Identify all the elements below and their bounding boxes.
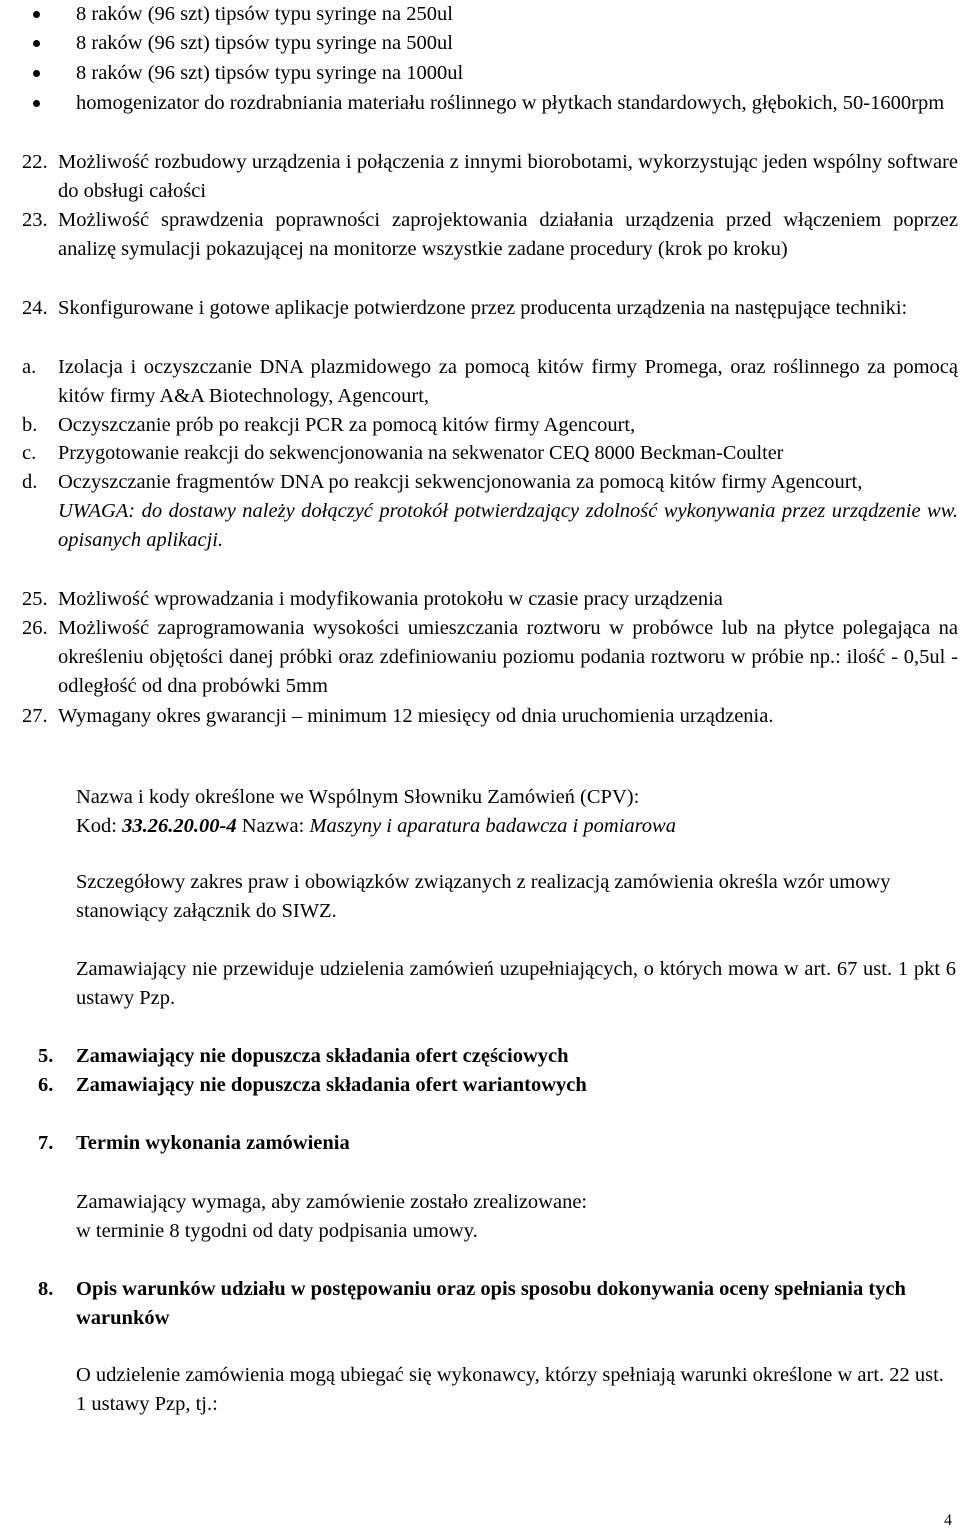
bullet-text: 8 raków (96 szt) tipsów typu syringe na 500ul (76, 32, 453, 54)
item-letter: a. (22, 356, 37, 378)
lettered-item (22, 468, 958, 556)
bullet-item (22, 89, 958, 118)
section-number: 6. (38, 1074, 54, 1096)
bullet-text: homogenizator do rozdrabniania materiału roślinnego w płytkach standardowych, głębokich, 50-1600rpm (76, 92, 945, 114)
item-number: 25. (22, 588, 48, 610)
section-number: 5. (38, 1045, 54, 1067)
item-text: Możliwość zaprogramowania wysokości umieszczania roztworu w probówce lub na płytce polegająca na określeniu objętości danej próbki oraz zdefiniowaniu poziomu podania roztworu w próbie np.: ilość - 0,5ul - odległość od dna probówki 5mm (58, 617, 958, 698)
cpv-kod-label: Kod: (76, 815, 123, 837)
section-number: 8. (38, 1278, 54, 1300)
cpv-nazwa-value: Maszyny i aparatura badawcza i pomiarowa (309, 815, 676, 837)
item-letter: c. (22, 442, 37, 464)
conditions-paragraph: O udzielenie zamówienia mogą ubiegać się wykonawcy, którzy spełniają warunki określone w art. 22 ust. 1 ustawy Pzp, tj.: (76, 1364, 944, 1416)
bullet-item (22, 0, 958, 29)
numbered-item (22, 614, 958, 702)
item-text: Wymagany okres gwarancji – minimum 12 miesięcy od dnia uruchomienia urządzenia. (58, 705, 774, 727)
section-title: Zamawiający nie dopuszcza składania ofert wariantowych (76, 1074, 587, 1096)
item-number: 22. (22, 151, 48, 173)
bullet-dot (33, 40, 40, 47)
bullet-dot (33, 70, 40, 77)
item-number: 27. (22, 705, 48, 727)
item-text-wrap (58, 468, 958, 556)
lettered-item (22, 439, 960, 468)
numbered-item (22, 206, 958, 264)
section-heading-8 (38, 1275, 938, 1333)
item-letter: b. (22, 414, 38, 436)
item-text: Oczyszczanie prób po reakcji PCR za pomocą kitów firmy Agencourt, (58, 414, 636, 436)
cpv-code-line (76, 812, 956, 841)
item-text: Skonfigurowane i gotowe aplikacje potwierdzone przez producenta urządzenia na następujące techniki: (58, 297, 908, 319)
numbered-item (22, 585, 958, 614)
item-text: Możliwość rozbudowy urządzenia i połączenia z innymi biorobotami, wykorzystując jeden wspólny software do obsługi całości (58, 151, 958, 203)
bullet-item (22, 59, 958, 88)
supplementary-paragraph: Zamawiający nie przewiduje udzielenia zamówień uzupełniających, o których mowa w art. 67 ust. 1 pkt 6 ustawy Pzp. (76, 958, 956, 1010)
numbered-item (22, 294, 958, 323)
item-text: Możliwość sprawdzenia poprawności zaprojektowania działania urządzenia przed włączeniem poprzez analizę symulacji pokazującej na monitorze wszystkie zadane procedury (krok po kroku) (58, 209, 958, 261)
item-text: Przygotowanie reakcji do sekwencjonowania na sekwenator CEQ 8000 Beckman-Coulter (58, 442, 784, 464)
item-number: 26. (22, 617, 48, 639)
section-title: Opis warunków udziału w postępowaniu oraz opis sposobu dokonywania oceny spełniania tych warunków (76, 1278, 906, 1329)
section-number: 7. (38, 1132, 54, 1154)
item-letter: d. (22, 471, 38, 493)
page-number: 4 (944, 1512, 952, 1529)
item-number: 23. (22, 209, 48, 231)
numbered-item (22, 702, 958, 731)
bullet-dot (33, 100, 40, 107)
warning-note: UWAGA: do dostawy należy dołączyć protokół potwierdzający zdolność wykonywania przez urządzenie ww. opisanych aplikacji. (58, 500, 958, 552)
scope-paragraph: Szczegółowy zakres praw i obowiązków związanych z realizacją zamówienia określa wzór umowy stanowiący załącznik do SIWZ. (76, 871, 891, 923)
item-text: Oczyszczanie fragmentów DNA po reakcji sekwencjonowania za pomocą kitów firmy Agencourt, (58, 471, 863, 493)
section-heading-5 (38, 1042, 938, 1071)
numbered-item (22, 148, 958, 206)
item-number: 24. (22, 297, 48, 319)
item-text: Izolacja i oczyszczanie DNA plazmidowego za pomocą kitów firmy Promega, oraz roślinnego za pomocą kitów firmy A&A Biotechnology, Agencourt, (58, 356, 958, 408)
cpv-kod-value: 33.26.20.00-4 (122, 815, 237, 837)
cpv-heading: Nazwa i kody określone we Wspólnym Słowniku Zamówień (CPV): (76, 786, 640, 808)
bullet-dot (33, 11, 40, 18)
lettered-item (22, 411, 958, 440)
section-title: Zamawiający nie dopuszcza składania ofert częściowych (76, 1045, 569, 1067)
lettered-item (22, 353, 958, 411)
bullet-text: 8 raków (96 szt) tipsów typu syringe na 1000ul (76, 62, 464, 84)
bullet-item (22, 29, 958, 58)
section-heading-7 (38, 1129, 938, 1158)
item-text: Możliwość wprowadzania i modyfikowania protokołu w czasie pracy urządzenia (58, 588, 723, 610)
term-line-1: Zamawiający wymaga, aby zamówienie zostało zrealizowane: (76, 1191, 588, 1213)
bullet-text: 8 raków (96 szt) tipsów typu syringe na 250ul (76, 3, 453, 25)
section-heading-6 (38, 1071, 938, 1100)
term-line-2: w terminie 8 tygodni od daty podpisania umowy. (76, 1220, 478, 1242)
cpv-nazwa-label: Nazwa: (241, 815, 310, 837)
section-title: Termin wykonania zamówienia (76, 1132, 350, 1154)
